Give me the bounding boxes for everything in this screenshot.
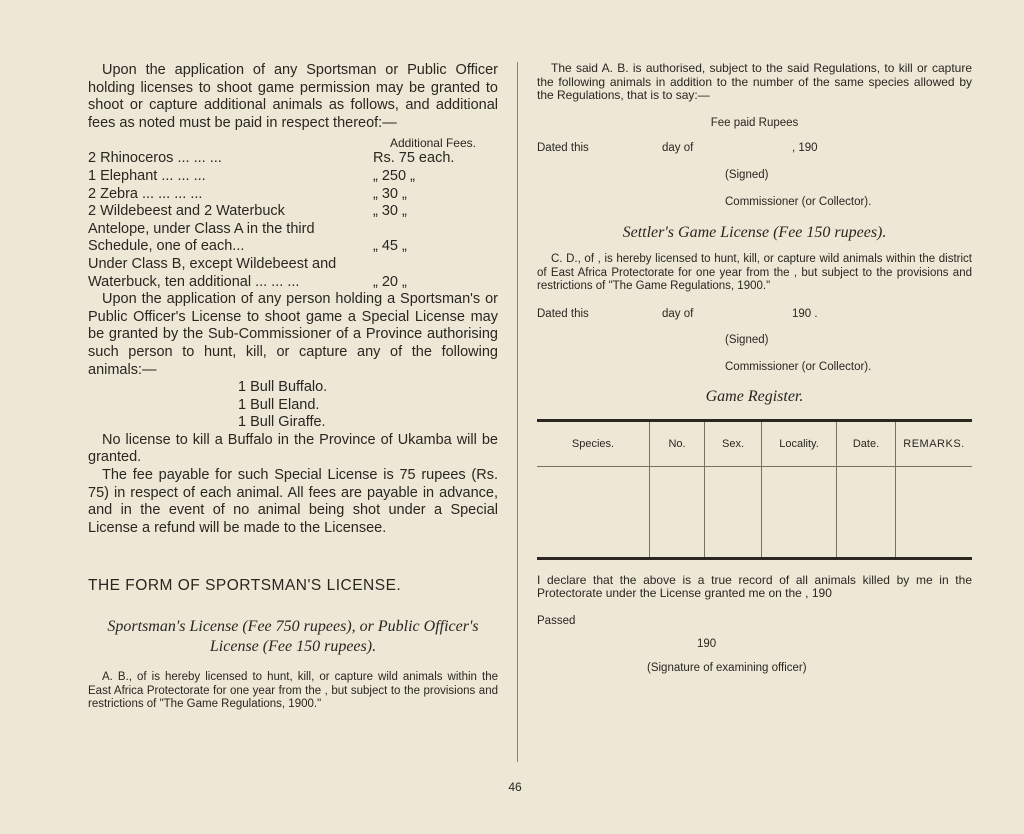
fee-payable-paragraph: The fee payable for such Special License is 75 rupees (Rs. 75) in respect of each animal. All fees are payable in advance, and in the event of no animal being shot under a Special License a refund will be made to the Licensee. (88, 467, 498, 536)
sportsman-license-text: A. B., of is hereby licensed to hunt, kill, or capture wild animals within the East Africa Protectorate for one year from the , but subject to the provisions and restrictions of "The Game Regulations, 1900." (88, 671, 498, 711)
commissioner-line: Commissioner (or Collector). (725, 361, 872, 374)
table-cell (650, 466, 705, 558)
column-divider (517, 62, 518, 762)
fee-row: 2 Zebra ... ... ... ... „ 30 „ (88, 185, 407, 202)
table-cell (837, 466, 896, 558)
table-cell (896, 466, 973, 558)
game-register-table (537, 419, 972, 560)
dated-line: Dated this day of , 190 (537, 142, 818, 155)
column-header: Date. (837, 420, 896, 466)
settler-license-title: Settler's Game License (Fee 150 rupees). (622, 224, 887, 242)
table-row (537, 466, 972, 558)
left-column (88, 62, 498, 712)
column-header: Locality. (762, 420, 837, 466)
animal-item: 1 Bull Buffalo. (238, 379, 328, 396)
fee-row: 2 Rhinoceros ... ... ... Rs. 75 each. (88, 150, 455, 167)
fee-paid-line: Fee paid Rupees (710, 116, 799, 129)
column-header: Sex. (705, 420, 762, 466)
fee-row: 1 Elephant ... ... ... „ 250 „ (88, 167, 415, 184)
sportsman-license-title: Sportsman's License (Fee 750 rupees), or Public Officer's License (Fee 150 rupees). (107, 618, 479, 656)
signed-line: (Signed) (725, 168, 769, 181)
table-cell (762, 466, 837, 558)
column-header: No. (650, 420, 705, 466)
special-license-paragraph: Upon the application of any person holding a Sportsman's or Public Officer's License to shoot game a Special License may be granted by the Sub-Commissioner of a Province authorising such person to hunt, kill, or capture any of the following animals:— (88, 291, 498, 378)
animal-item: 1 Bull Eland. (238, 396, 320, 413)
settler-license-text: C. D., of , is hereby licensed to hunt, kill, or capture wild animals within the district of East Africa Protectorate for one year from the , but subject to the provisions and restrictions of "The Game Regulations, 1900." (537, 253, 972, 293)
table-cell (537, 466, 650, 558)
animal-item: 1 Bull Giraffe. (238, 414, 326, 431)
dated-line: Dated this day of 190 . (537, 307, 818, 320)
column-header: REMARKS. (896, 420, 973, 466)
intro-paragraph: Upon the application of any Sportsman or Public Officer holding licenses to shoot game permission may be granted to shoot or capture additional animals as follows, and additional fees as noted must be paid in respect thereof:— (88, 62, 498, 131)
table-cell (705, 466, 762, 558)
passed-line: Passed (537, 615, 576, 628)
authorised-paragraph: The said A. B. is authorised, subject to the said Regulations, to kill or capture the following animals in addition to the number of the same species allowed by the Regulations, that is to say:— (537, 61, 972, 103)
fee-list (88, 150, 498, 291)
page-number: 46 (508, 780, 522, 794)
fee-row: Under Class B, except Wildebeest and Waterbuck, ten additional ... ... ... „ 20 „ (88, 255, 407, 290)
game-register-title: Game Register. (705, 387, 804, 405)
ukamba-paragraph: No license to kill a Buffalo in the Province of Ukamba will be granted. (88, 431, 498, 466)
signed-line: (Signed) (725, 334, 769, 347)
right-column (537, 62, 972, 675)
table-header-row (537, 420, 972, 466)
signature-line: (Signature of examining officer) (647, 661, 807, 674)
commissioner-line: Commissioner (or Collector). (725, 196, 872, 208)
fee-header: Additional Fees. (389, 136, 476, 151)
form-heading: THE FORM OF SPORTSMAN'S LICENSE. (88, 577, 402, 595)
fee-row: 2 Wildebeest and 2 Waterbuck „ 30 „ (88, 203, 407, 220)
year-line: 190 (697, 638, 717, 651)
fee-row: Antelope, under Class A in the third Schedule, one of each... „ 45 „ (88, 220, 407, 255)
column-header: Species. (537, 420, 650, 466)
declaration-text: I declare that the above is a true record of all animals killed by me in the Protectorate under the License granted me on the , 190 (537, 572, 972, 601)
